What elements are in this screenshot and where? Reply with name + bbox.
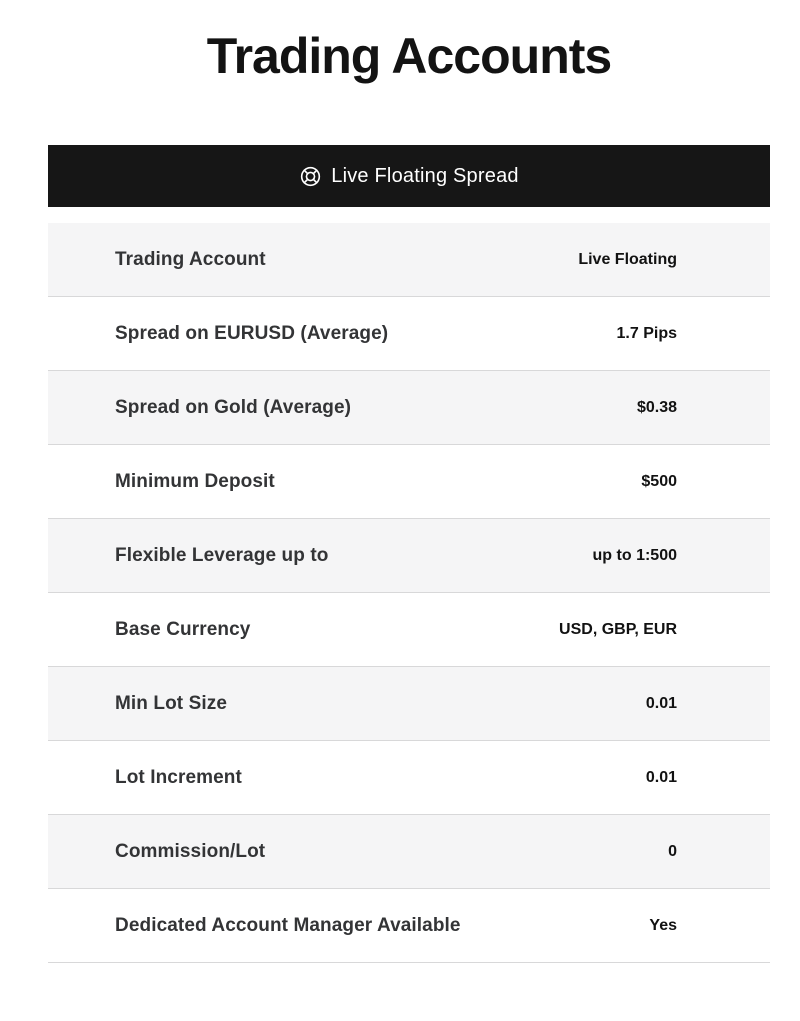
row-value: Yes bbox=[649, 916, 677, 934]
table-row bbox=[48, 519, 770, 593]
lifebuoy-icon bbox=[299, 165, 322, 188]
row-label: Commission/Lot bbox=[115, 840, 266, 862]
row-value: $500 bbox=[641, 472, 677, 490]
row-label: Spread on Gold (Average) bbox=[115, 396, 352, 418]
row-label: Spread on EURUSD (Average) bbox=[115, 322, 389, 344]
row-label: Dedicated Account Manager Available bbox=[115, 914, 461, 936]
table-row bbox=[48, 371, 770, 445]
row-value: up to 1:500 bbox=[592, 546, 677, 564]
table-row bbox=[48, 593, 770, 667]
row-label: Trading Account bbox=[115, 248, 266, 270]
row-value: 0.01 bbox=[645, 768, 677, 786]
table-row bbox=[48, 445, 770, 519]
table-row bbox=[48, 889, 770, 963]
row-label: Flexible Leverage up to bbox=[115, 544, 329, 566]
row-label: Min Lot Size bbox=[115, 692, 228, 714]
row-label: Base Currency bbox=[115, 618, 251, 640]
table-row bbox=[48, 815, 770, 889]
row-value: 0.01 bbox=[645, 694, 677, 712]
row-value: Live Floating bbox=[578, 250, 677, 268]
row-value: 1.7 Pips bbox=[616, 324, 677, 342]
table-row bbox=[48, 223, 770, 297]
row-label: Lot Increment bbox=[115, 766, 242, 788]
account-type-header-label: Live Floating Spread bbox=[331, 164, 519, 187]
table-row bbox=[48, 667, 770, 741]
account-type-header bbox=[48, 145, 770, 207]
table-body bbox=[48, 223, 770, 963]
content-column bbox=[48, 0, 770, 963]
table-row bbox=[48, 297, 770, 371]
row-value: 0 bbox=[668, 842, 677, 860]
table-row bbox=[48, 741, 770, 815]
row-value: $0.38 bbox=[636, 398, 677, 416]
row-value: USD, GBP, EUR bbox=[559, 620, 677, 638]
row-label: Minimum Deposit bbox=[115, 470, 275, 492]
page-title: Trading Accounts bbox=[206, 28, 612, 84]
